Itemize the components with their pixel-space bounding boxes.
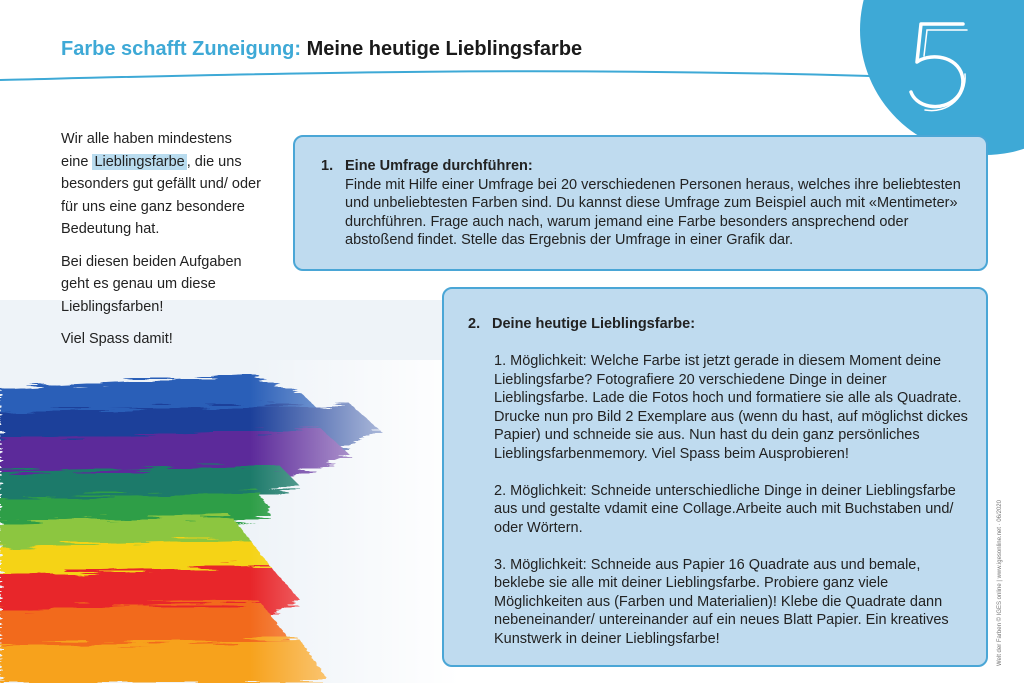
page-title: [61, 38, 582, 61]
intro-text: [61, 128, 261, 361]
vertical-footer-credit: Welt der Farben © IGES online | www.igesonline.net · 06/2020: [997, 500, 1003, 666]
number-five-icon: [905, 16, 975, 116]
highlighted-word: Lieblingsfarbe: [94, 153, 185, 170]
intro-paragraph-2: Bei diesen beiden Aufgaben geht es genau um diese Lieblingsfarben!: [61, 253, 242, 315]
task-1-text: Finde mit Hilfe einer Umfrage bei 20 verschiedenen Personen heraus, welches ihre beliebtesten und unbeliebtesten Farben sind. Du kannst diese Umfrage zum Beispiel auch mit «Mentimeter» durchführen. Frage auch nach, warum jemand eine Farbe besonders ansprechend oder abstoßend findet. Stelle das Ergebnis der Umfrage in einer Grafik dar.: [345, 176, 961, 248]
task-1-box: [293, 135, 988, 271]
task-2-option-2: 2. Möglichkeit: Schneide unterschiedliche Dinge in deiner Lieblingsfarbe aus und gestalte vdamit eine Collage.Arbeite auch mit Buchstaben und/ oder Wörtern.: [494, 482, 956, 536]
task-2-option-1: 1. Möglichkeit: Welche Farbe ist jetzt gerade in diesem Moment deine Lieblingsfarbe? Fotografiere 20 verschiedene Dinge in deiner Lieblingsfarbe. Lade die Fotos hoch und formatiere sie alle als Quadrate. Drucke nun pro Bild 2 Exemplare aus (wenn du hast, auf möglichst dickes Papier) und schneide sie aus. Nun hast du dein ganz persönliches Lieblingsfarbenmemory. Viel Spass beim Ausprobieren!: [494, 353, 968, 462]
task-2-box: [442, 287, 988, 667]
title-main: Meine heutige Lieblingsfarbe: [306, 38, 583, 60]
task-2-heading: 2. Deine heutige Lieblingsfarbe:: [468, 316, 696, 332]
intro-paragraph-3: Viel Spass damit!: [61, 331, 173, 347]
task-1-heading: 1. Eine Umfrage durchführen:: [321, 158, 533, 174]
title-accent: Farbe schafft Zuneigung:: [61, 38, 301, 60]
task-2-option-3: 3. Möglichkeit: Schneide aus Papier 16 Quadrate aus und bemale, beklebe sie alle mit deiner Lieblingsfarbe. Probiere ganz viele Möglichkeiten aus (Farben und Materialien)! Klebe die Quadrate dann nebeneinander/ untereinander auf ein neues Blatt Papier. Ein kreatives Kunstwerk in deiner Lieblingsfarbe!: [494, 556, 949, 647]
header-curve-line: [0, 71, 870, 80]
intro-paragraph-1: Wir alle haben mindestens eine Lieblingsfarbe , die uns besonders gut gefällt und/ oder für uns eine ganz besondere Bedeutung hat.: [61, 131, 261, 237]
